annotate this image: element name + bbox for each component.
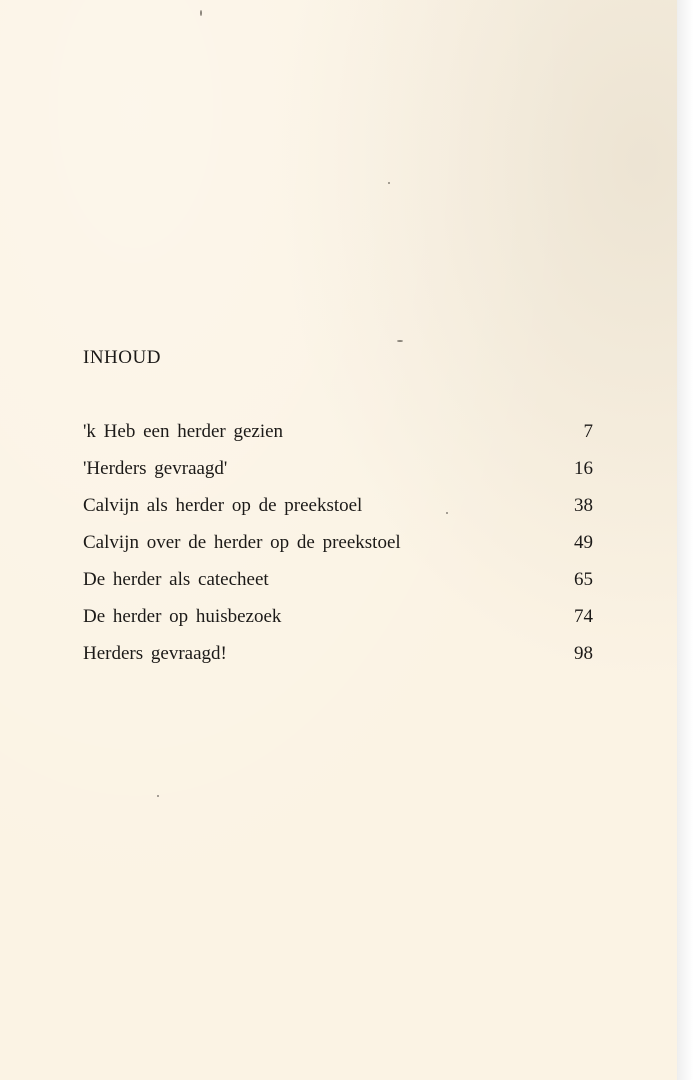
toc-entry	[83, 457, 593, 494]
toc-entry-title: 'k Heb een herder gezien	[83, 421, 284, 442]
toc-entry	[83, 568, 593, 605]
paper-speck	[388, 182, 390, 184]
toc-entry-page: 7	[583, 421, 593, 442]
toc-entry-title: Calvijn als herder op de preekstoel	[83, 495, 363, 516]
toc-entry-page: 49	[574, 532, 593, 553]
toc-entry-title: Herders gevraagd!	[83, 643, 227, 664]
paper-speck	[157, 795, 159, 797]
paper-speck	[200, 10, 202, 16]
toc-entry-title: 'Herders gevraagd'	[83, 458, 228, 479]
toc-entry-page: 16	[574, 458, 593, 479]
toc-list	[83, 420, 593, 679]
toc-entry-title: Calvijn over de herder op de preekstoel	[83, 532, 401, 553]
table-of-contents	[83, 346, 593, 679]
toc-entry	[83, 605, 593, 642]
toc-entry-page: 65	[574, 569, 593, 590]
toc-entry-title: De herder als catecheet	[83, 569, 269, 590]
toc-entry	[83, 531, 593, 568]
toc-entry	[83, 642, 593, 679]
toc-entry-title: De herder op huisbezoek	[83, 606, 282, 627]
page-edge-shadow	[677, 0, 693, 1080]
toc-entry	[83, 494, 593, 531]
toc-entry	[83, 420, 593, 457]
toc-entry-page: 38	[574, 495, 593, 516]
toc-entry-page: 74	[574, 606, 593, 627]
paper-speck	[397, 340, 403, 342]
toc-heading: INHOUD	[83, 347, 161, 368]
toc-entry-page: 98	[574, 643, 593, 664]
